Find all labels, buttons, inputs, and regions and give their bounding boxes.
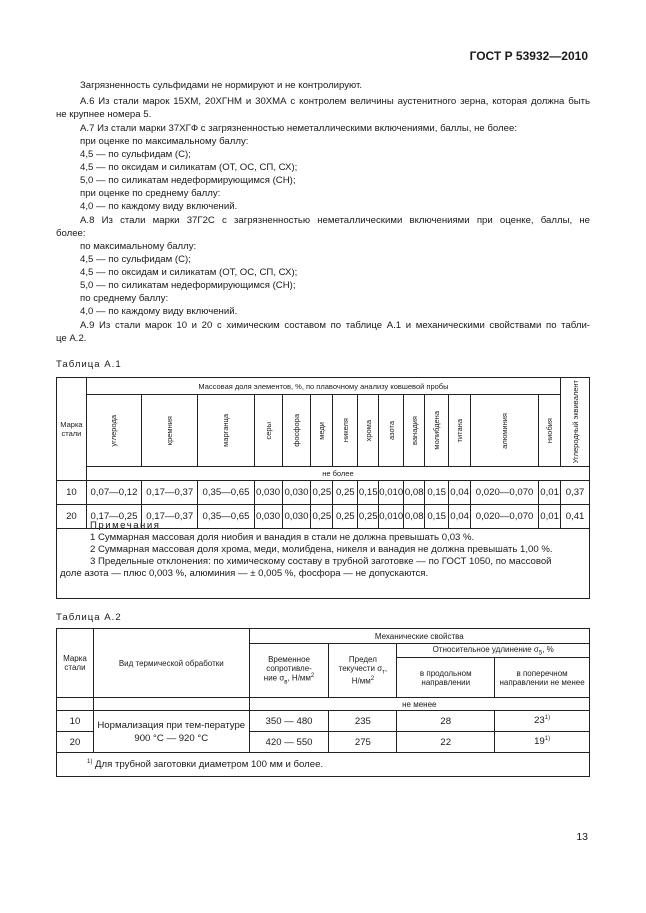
element-header: хрома <box>358 395 379 467</box>
element-header: азота <box>379 395 404 467</box>
table2-caption: Таблица А.2 <box>56 612 122 623</box>
strength-header: Временное сопротивле- ние $\sigma_в$, $Н/мм^2$ <box>249 644 329 698</box>
strength-cell: 420 — 550 <box>249 732 329 753</box>
note: доле азота — плюс 0,003 %, алюминия — ± 0,005 %, фосфора — не допускаются. <box>60 568 429 579</box>
composition-cell: 0,020—0,070 <box>471 505 539 529</box>
grade-cell: 20 <box>57 505 87 529</box>
paragraph: це А.2. <box>56 333 87 344</box>
paragraph: 4,0 — по каждому виду включений. <box>80 201 238 212</box>
note: 1 Суммарная массовая доля ниобия и ванадия в стали не должна превышать 0,03 %. <box>90 532 475 543</box>
composition-cell: 0,17—0,37 <box>142 481 198 505</box>
yield-cell: 235 <box>329 711 397 732</box>
grade-cell: 20 <box>57 732 94 753</box>
paragraph: при оценке по среднему баллу: <box>80 188 221 199</box>
composition-cell: 0,04 <box>449 505 471 529</box>
standard-header: ГОСТ Р 53932—2010 <box>469 49 588 63</box>
paragraph: 5,0 — по силикатам недеформирующимся (СН); <box>80 280 296 291</box>
composition-cell: 0,010 <box>379 505 404 529</box>
composition-cell: 0,25 <box>333 505 358 529</box>
strength-cell: 350 — 480 <box>249 711 329 732</box>
element-header: алюминия <box>471 395 539 467</box>
yield-header: Предел текучести $\sigma_т$, $Н/мм^2$ <box>329 644 397 698</box>
notes-title: Примечания <box>90 520 161 531</box>
subheader-not-more: не более <box>86 467 589 481</box>
paragraph: 4,0 — по каждому виду включений. <box>80 306 238 317</box>
composition-cell: 0,15 <box>425 505 449 529</box>
grade-cell: 10 <box>57 481 87 505</box>
longitudinal-cell: 28 <box>397 711 495 732</box>
paragraph: 5,0 — по силикатам недеформирующимся (СН); <box>80 175 296 186</box>
composition-cell: 0,25 <box>333 481 358 505</box>
transverse-cell: 19$^{1)}$ <box>495 732 590 753</box>
composition-cell: 0,01 <box>539 505 561 529</box>
paragraph: А.7 Из стали марки 37ХГФ с загрязненностью неметаллическими включениями, баллы, не более: <box>80 123 517 134</box>
paragraph: при оценке по максимальному баллу: <box>80 136 249 147</box>
table1-caption: Таблица А.1 <box>56 359 122 370</box>
mech-header: Механические свойства <box>249 629 589 644</box>
element-header: ванадия <box>404 395 425 467</box>
longitudinal-header: в продольном направлении <box>397 658 495 698</box>
paragraph: А.8 Из стали марки 37Г2С с загрязненностью неметаллическими включениями при оценке, баллы, не <box>80 215 590 226</box>
paragraph: не крупнее номера 5. <box>56 109 152 120</box>
notes-right-border <box>589 505 590 598</box>
element-header: марганца <box>198 395 254 467</box>
paragraph: более: <box>56 228 86 239</box>
element-header: молибдена <box>425 395 449 467</box>
notes-block <box>56 520 590 580</box>
notes-left-border <box>56 505 57 598</box>
treatment-cell: Нормализация при тем-пературе 900 °С — 920 °С <box>93 711 249 753</box>
composition-cell: 0,08 <box>404 481 425 505</box>
composition-cell: 0,35—0,65 <box>198 505 254 529</box>
composition-cell: 0,15 <box>425 481 449 505</box>
composition-cell: 0,15 <box>358 481 379 505</box>
composition-cell: 0,07—0,12 <box>86 481 141 505</box>
paragraph: А.9 Из стали марок 10 и 20 с химическим составом по таблице А.1 и механическими свойствами по табли- <box>80 320 590 331</box>
subheader-not-less: не менее <box>249 698 589 711</box>
composition-cell: 0,35—0,65 <box>198 481 254 505</box>
page-number: 13 <box>576 831 588 843</box>
composition-cell: 0,010 <box>379 481 404 505</box>
composition-cell: 0,020—0,070 <box>471 481 539 505</box>
composition-cell: 0,030 <box>282 481 311 505</box>
table-a2 <box>56 628 590 777</box>
notes-bottom-border <box>56 598 590 599</box>
composition-cell: 0,04 <box>449 481 471 505</box>
paragraph: по среднему баллу: <box>80 293 169 304</box>
carbon-equivalent-header: Углеродный эквивалент <box>561 378 590 467</box>
composition-header: Массовая доля элементов, %, по плавочному анализу ковшевой пробы <box>86 378 560 395</box>
element-header: кремния <box>142 395 198 467</box>
grade-header: Марка стали <box>57 629 94 698</box>
paragraph: по максимальному баллу: <box>80 241 197 252</box>
composition-cell: 0,17—0,37 <box>142 505 198 529</box>
element-header: меди <box>311 395 333 467</box>
paragraph: Загрязненность сульфидами не нормируют и не контролируют. <box>80 80 363 91</box>
composition-cell: 0,25 <box>358 505 379 529</box>
element-header: никеля <box>333 395 358 467</box>
composition-cell: 0,25 <box>311 481 333 505</box>
paragraph: 4,5 — по сульфидам (С); <box>80 149 191 160</box>
composition-cell: 0,030 <box>254 505 282 529</box>
composition-cell: 0,25 <box>311 505 333 529</box>
paragraph: 4,5 — по оксидам и силикатам (ОТ, ОС, СП, СХ); <box>80 162 298 173</box>
transverse-cell: 23$^{1)}$ <box>495 711 590 732</box>
note: 2 Суммарная массовая доля хрома, меди, молибдена, никеля и ванадия не должна превышать 1,00 %. <box>90 544 553 555</box>
composition-cell: 0,17—0,25 <box>86 505 141 529</box>
note: 3 Предельные отклонения: по химическому составу в трубной заготовке — по ГОСТ 1050, по массовой <box>90 556 552 567</box>
grade-cell: 10 <box>57 711 94 732</box>
element-header: углерода <box>86 395 141 467</box>
composition-cell: 0,030 <box>254 481 282 505</box>
paragraph: А.6 Из стали марок 15ХМ, 20ХГНМ и 30ХМА с контролем величины аустенитного зерна, которая должна быть <box>80 96 590 107</box>
paragraph: 4,5 — по оксидам и силикатам (ОТ, ОС, СП, СХ); <box>80 267 298 278</box>
elongation-header: Относительное удлинение $\sigma_5$, % <box>397 644 590 658</box>
composition-cell: 0,01 <box>539 481 561 505</box>
grade-header: Марка стали <box>57 378 87 481</box>
composition-cell: 0,030 <box>282 505 311 529</box>
table-a1 <box>56 377 590 529</box>
composition-cell: 0,41 <box>561 505 590 529</box>
table2-footnote: $^{1)}$ Для трубной заготовки диаметром 100 мм и более. <box>57 753 590 777</box>
paragraph: 4,5 — по сульфидам (С); <box>80 254 191 265</box>
treatment-header: Вид термической обработки <box>93 629 249 698</box>
element-header: ниобия <box>539 395 561 467</box>
element-header: серы <box>254 395 282 467</box>
element-header: фосфора <box>282 395 311 467</box>
transverse-header: в поперечном направлении не менее <box>495 658 590 698</box>
composition-cell: 0,08 <box>404 505 425 529</box>
longitudinal-cell: 22 <box>397 732 495 753</box>
element-header: титана <box>449 395 471 467</box>
composition-cell: 0,37 <box>561 481 590 505</box>
yield-cell: 275 <box>329 732 397 753</box>
